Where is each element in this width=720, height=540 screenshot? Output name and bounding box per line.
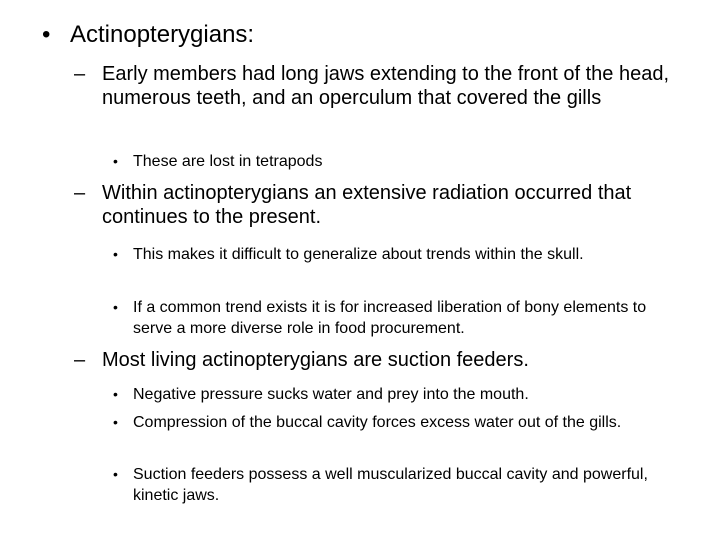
bullet-icon: •	[113, 466, 118, 482]
sub-list-item	[113, 412, 688, 433]
bullet-icon: •	[113, 299, 118, 315]
sub-list-item-text: Suction feeders possess a well muscularized buccal cavity and powerful, kinetic jaws.	[133, 466, 648, 504]
list-item	[74, 348, 692, 372]
dash-bullet-icon: –	[74, 349, 86, 371]
bullet-icon: •	[113, 386, 118, 402]
bullet-icon: •	[113, 414, 118, 430]
sub-list-item	[113, 297, 688, 339]
dash-bullet-icon: –	[74, 182, 86, 204]
list-item-text: Within actinopterygians an extensive radiation occurred that continues to the present.	[102, 182, 632, 228]
sub-list-item	[113, 384, 688, 405]
sub-list-item-text: This makes it difficult to generalize about trends within the skull.	[133, 246, 584, 263]
slide-title: Actinopterygians:	[70, 21, 255, 48]
sub-list-item-text: Negative pressure sucks water and prey into the mouth.	[133, 386, 529, 403]
sub-list-item	[113, 464, 688, 506]
sub-list-item	[113, 244, 688, 265]
bullet-icon: •	[42, 21, 51, 48]
sub-list-item-text: These are lost in tetrapods	[133, 153, 323, 170]
bullet-icon: •	[113, 246, 118, 262]
list-item-text: Most living actinopterygians are suction feeders.	[102, 349, 529, 371]
bullet-icon: •	[113, 153, 118, 169]
list-item	[74, 62, 692, 110]
dash-bullet-icon: –	[74, 63, 86, 85]
sub-list-item	[113, 151, 688, 172]
sub-list-item-text: If a common trend exists it is for increased liberation of bony elements to serve a more diverse role in food procurement.	[133, 299, 647, 337]
heading-bullet-item	[42, 20, 700, 50]
list-item-text: Early members had long jaws extending to the front of the head, numerous teeth, and an operculum that covered the gills	[102, 63, 670, 109]
list-item	[74, 181, 692, 229]
sub-list-item-text: Compression of the buccal cavity forces excess water out of the gills.	[133, 414, 622, 431]
